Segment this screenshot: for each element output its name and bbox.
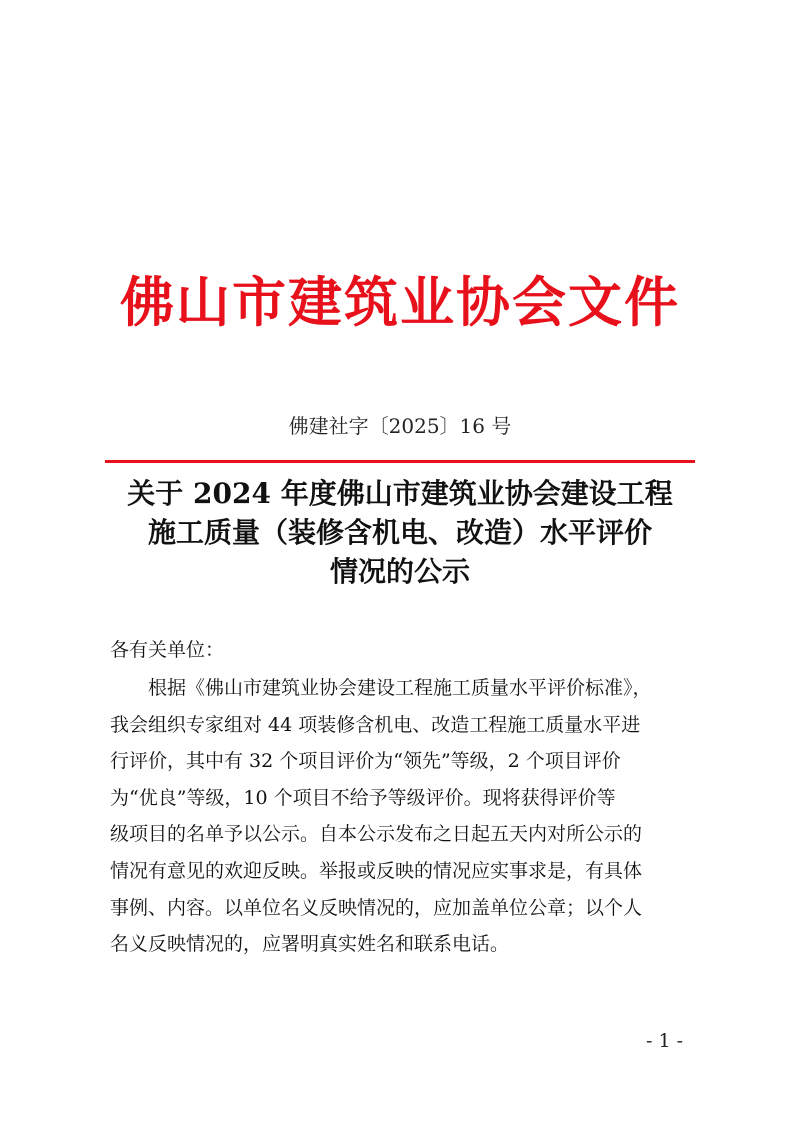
document-title — [0, 474, 800, 591]
body-line: 情况有意见的欢迎反映。举报或反映的情况应实事求是，有具体 — [110, 859, 643, 882]
body-line: 行评价，其中有 32 个项目评价为“领先”等级，2 个项目评价 — [110, 750, 621, 773]
title-line: 施工质量（装修含机电、改造）水平评价 — [147, 516, 652, 549]
title-line: 关于 2024 年度佛山市建筑业协会建设工程 — [127, 477, 673, 510]
title-line: 情况的公示 — [329, 555, 470, 588]
body-line: 事例、内容。以单位名义反映情况的，应加盖单位公章；以个人 — [110, 896, 643, 919]
salutation: 各有关单位： — [110, 639, 225, 661]
body-line: 为“优良”等级，10 个项目不给予等级评价。现将获得评价等 — [110, 786, 616, 809]
body-line: 我会组织专家组对 44 项装修含机电、改造工程施工质量水平进 — [110, 713, 641, 736]
red-divider-rule — [105, 460, 695, 463]
body-line: 级项目的名单予以公示。自本公示发布之日起五天内对所公示的 — [110, 823, 643, 846]
masthead-title: 佛山市建筑业协会文件 — [120, 271, 680, 334]
body-paragraph — [110, 670, 710, 963]
page-number: - 1 - — [646, 1030, 684, 1052]
body-line: 根据《佛山市建筑业协会建设工程施工质量水平评价标准》， — [148, 677, 652, 699]
body-line: 名义反映情况的，应署明真实姓名和联系电话。 — [110, 933, 510, 956]
document-number: 佛建社字〔2025〕16 号 — [288, 414, 512, 438]
